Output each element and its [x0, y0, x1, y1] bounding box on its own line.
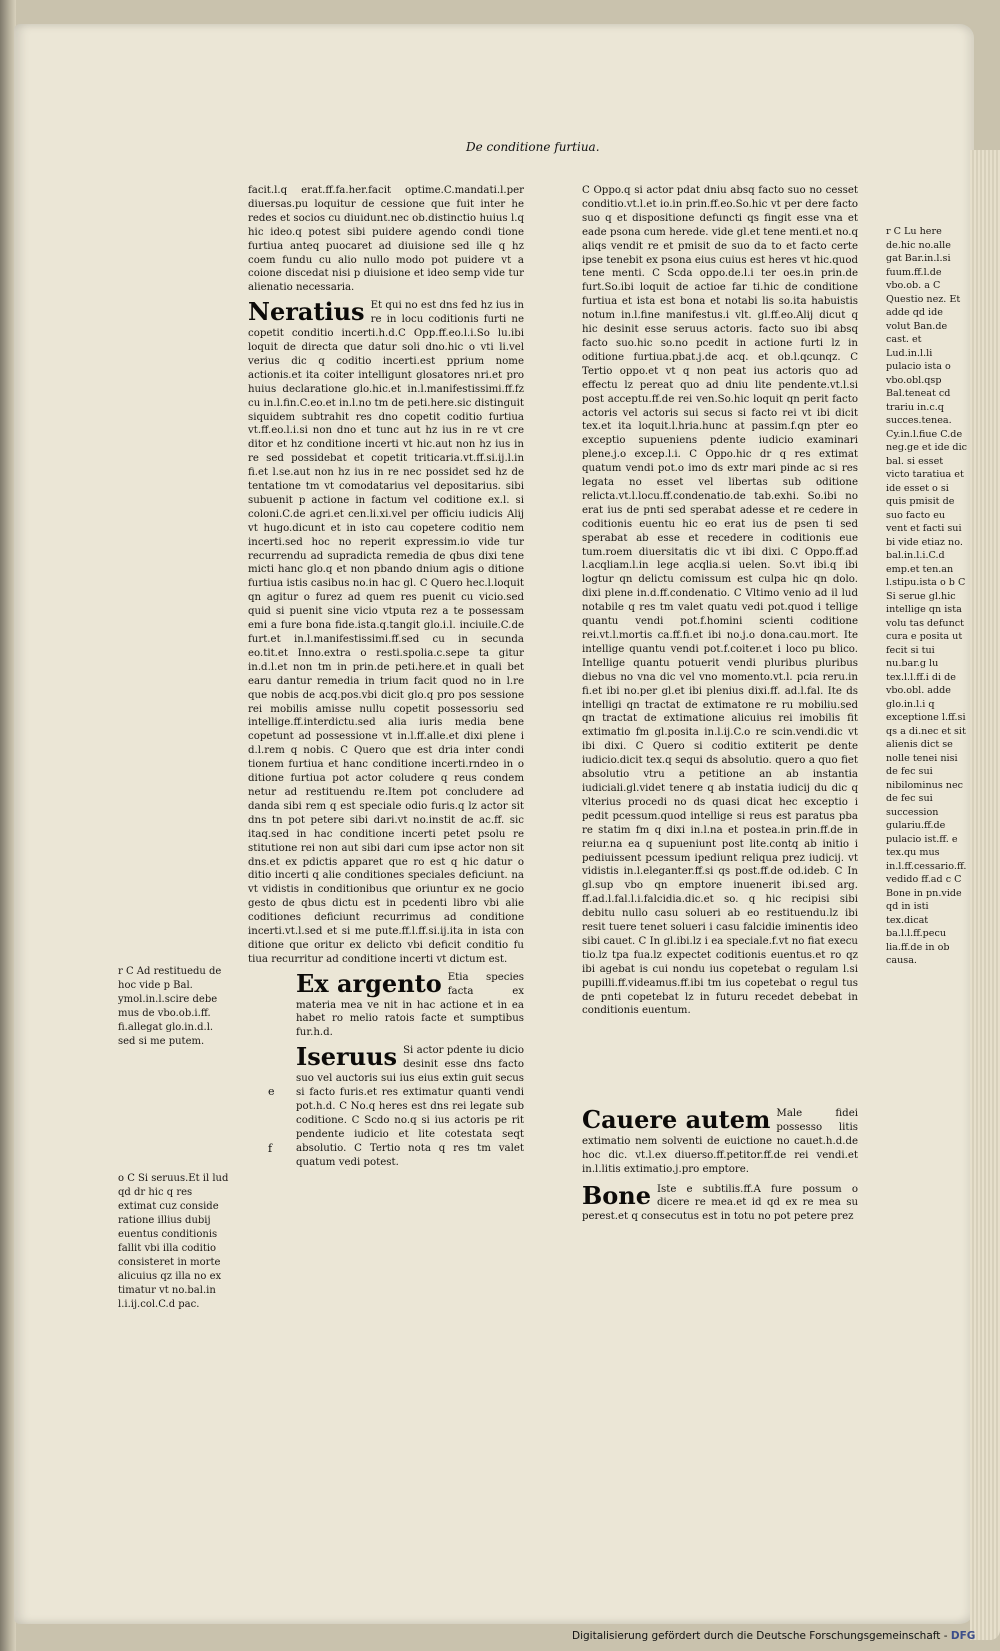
cauere-section — [582, 1107, 858, 1177]
neratius-text: Et qui no est dns fed hz ius in re in locu coditionis furti ne copetit conditio incerti.h.d.C Opp.ff.eo.l.i.So lu.ibi loquit de directa que datur soli dno.hic o vti li.vel verius dic q coditio incerti.est pprium nome actionis.et ita coiter intelligunt glosatores nri.et pro huius declaratione glo.hic.et in.l.manifestissimi.ff.fz cu in.l.fin.C.eo.et in.l.no tm de peti.here.sic distinguit siquidem subtrahit res dno copetit coditio furtiua vt.ff.eo.l.i.si non dno et tunc aut hz ius in re vt cre ditor et hz conditione incerti vt hic.aut non hz ius in re sed possidebat et copetit triticaria.vt.ff.si.ij.l.in fi.et l.se.aut non hz ius in re nec possidet sed hz de tentatione tm vt comodatarius vel depositarius. sibi subuenit p actione in factum vel coditione ex.l. si coloni.C.de agri.et cen.li.xi.vel per officiu iudicis Alij vt hugo.dicunt et in isto cau copetere coditio nem incerti.sed hoc no reperit expressim.io vide tur recurrendu ad supradicta remedia de qbus dixi tene micti hanc glo.q et non pbando dnium agis o ditione furtiua istis casibus no.in hac gl. C Quero hec.l.loquit qn agitur o furez ad quem res puenit cu vicio.sed quid si puenit sine vicio vtputa rez a te possessam emi a fure bona fide.ista.q.tangit glo.i.l. inciuile.C.de furt.et in.l.manifestissimi.ff.sed cu in secunda eo.tit.et Inno.extra o resti.spolia.c.sepe ta gitur in.d.l.et non tm in prin.de peti.here.et in quali bet earu dantur remedia in trium facit quod no in l.re que nobis de acq.pos.vbi dicit glo.q pro pos sessione rei mobilis amisse nullu copetit possessoriu sed intellige.ff.interdictu.sed alia iuris media bene copetunt ad possessione vt in.l.ff.alle.et dixi plene i d.l.rem q nobis. C Quero que est dria inter condi tionem furtiua et hanc conditione incerti.rndeo in o ditione furtiua pot actor coludere q reus condem netur ad restituendu re.Item pot concludere ad danda sibi rem q est speciale odio furis.q lz actor sit dns tn pot petere sibi dari.vt no.instit de ac.ff. sic itaq.sed in hac conditione incerti petet psolu re stitutione rei non aut sibi dari cum ipse actor non sit dns.et ex pdictis apparet que ro est q hic datur o ditio incerti q alie conditiones speciales deficiunt. na vt vidistis in conditionibus que oriuntur ex ne gocio gesto de qbus dictu est in pcedenti libro vbi alie coditiones deficiunt recurrimus ad conditione incerti.vt.l.sed et si me pute.ff.l.ff.si.ij.ita in ista con ditione que oritur ex delicto vbi deficit conditio fu tiua recurritur ad conditione incerti vt dictum est. — [248, 300, 524, 965]
lemma-seruus: Iseruus — [296, 1042, 398, 1072]
page-stack-edge — [970, 150, 1000, 1640]
margin-gloss-restituendu: r C Ad restituedu de hoc vide p Bal. ymol.in.l.scire debe mus de vbo.ob.i.ff. fi.allegat glo.in.d.l. sed si me putem. — [118, 966, 222, 1047]
right-margin-gloss: r C Lu here de.hic no.alle gat Bar.in.l.si fuum.ff.l.de vbo.ob. a C Questio nez. Et adde qd ide volut Ban.de cast. et Lud.in.l.li pulacio ista o vbo.obl.qsp Bal.teneat cd trariu in.c.q succes.tenea. Cy.in.l.fiue C.de neg.ge et ide dic bal. si esset victo taratiua et ide esset o si quis pmisit de suo facto eu vent et facti sui bi vide etiaz no. bal.in.l.i.C.d emp.et ten.an l.stipu.ista o b C Si serue gl.hic intellige qn ista volu tas defunct cura e posita ut fecit si tui nu.bar.g lu tex.l.l.ff.i di de vbo.obl. adde glo.in.l.i q exceptione l.ff.si qs a di.nec et sit alienis dict se nolle tenei nisi de fec sui nibilominus nec de fec sui succession gulariu.ff.de pulacio ist.ff. e tex.qu mus in.l.ff.cessario.ff. vedido ff.ad c C Bone in pn.vide qd in isti tex.dicat ba.l.l.ff.pecu lia.ff.de in ob causa. — [886, 226, 968, 966]
right-main-paragraph: C Oppo.q si actor pdat dniu absq facto suo no cesset conditio.vt.l.et io.in prin.ff.eo.So.hic vt per dere facto suo q et dispositione defuncti qs fingit esse vna et eade psona cum herede. vide gl.et tene menti.et no.q aliqs vendit re et pmisit de suo da to et facto certe ipse tenebit ex psona eius cuius est heres vt hic.quod tene menti. C Scda oppo.de.l.i ter oes.in prin.de furt.So.ibi loquit de actioe far ti.hic de conditione furtiua et ista est bona et notabi lis so.ita habuistis notum in.l.fine manifestus.i vlt. gl.ff.eo.Alij dicut q hic desinit esse seruus actoris. facto suo ibi absq facto suo.hic so.no pcedit in actione furti lz in oditione furtiua.pbat.j.de acq. et ob.l.qcunqz. C Tertio oppo.et vt q non peat ius actoris quo ad effectu lz pereat quo ad dniu lite pendente.vt.l.si post acceptu.ff.de rei ven.So.hic loquit qn perit facto actoris vel actoris sui secus si facto rei vt ibi dicit tex.et ita loquit.l.hria.hunc at passim.f.qn pter eo exceptio supueniens pdente iudicio examinari plene.j.o excep.l.i. C Oppo.hic dr q res extimat quatum vendi pot.o imo ds extr mari pinde ac si res legata no esset vel libertas sub oditione relicta.vt.l.locu.ff.condenatio.de tab.exhi. So.ibi no erat ius de pnti sed sperabat adesse et re cedere in coditionis euentu hic eo erat ius de psen ti sed sperabat ab esse et recedere in coditionis eue tum.roem diuersitatis dic vt ibi dixi. C Oppo.ff.ad l.acqliam.l.in lege acqlia.si uelen. So.vt ibi.q ibi logtur qn delictu comissum est culpa hic qn dolo. dixi plene in.d.ff.condenatio. C Vltimo venio ad il lud notabile q res tm valet quatu vedi pot.quod i tellige quantu vendi pot.f.homini scienti coditione rei.vt.l.mortis ca.ff.fi.et ibi no.j.o dona.cau.mort. Ite intellige quantu vendi pot.f.coiter.et i loco pu blico. Intellige quantu potuerit vendi pluribus pluribus diebus no vna dic vel vno momento.vt.l. pcia reru.in fi.et ibi no.per gl.et ibi plenius dixi.ff. ad.l.fal. Ite ds intelligi qn tractat de extimatone re ru mobiliu.sed qn tractat de extimatione alicuius rei imobilis fit extimatio fm gl.posita in.l.ij.C.o re scin.vendi.dic vt ibi dixi. C Quero si coditio extiterit pe dente iudicio.dicit tex.q sequi ds absolutio. quero a quo fiet absolutio vtru a petitione an ab instantia iudiciali.gl.videt tenere q ab instatia iudicij du dic q vlterius procedi no ds quasi dicat hec exceptio i pedit pcessum.quod intellige si reus est paratus pba re statim fm q dixi in.l.na et postea.in prin.ff.de in reiur.na ea q supueniunt post lite.contq ab initio i pediuissent pcessum ipediunt reliqua prez iudicij. vt vidistis in.l.eleganter.ff.si qs post.ff.de od.ideb. C In gl.sup vbo qn emptore inuenerit ibi.sed arg. ff.ad.l.fal.l.i.falcidia.dic.et so. q hic recipisi sibi debitu nullo casu solueri ab eo restituendu.lz ibi resit tuere tenet solueri i casu falcidie iminentis ideo sibi cauet. C In gl.ibi.lz i ea speciale.f.vt no fiat execu tio.lz tpa fua.lz expectet coditionis euentus.et ro qz ibi agebat is cui nondu ius copetebat o regulam l.si pupilli.ff.videamus.ff.ibi tm ius copetebat o regul tus de pnti copetebat lz in futuru recedet debebat in conditionis euentum. — [582, 185, 858, 1017]
ex-argento-text: Etia species facta ex materia mea ve nit in hac actione et in ea habet ro melio ratois facte et sumptibus fur.h.d. — [296, 971, 524, 1039]
right-text-column — [582, 184, 858, 1084]
bone-section — [582, 1180, 858, 1225]
footer-text: Digitalisierung gefördert durch die Deutsche Forschungsgemeinschaft - — [572, 1630, 948, 1642]
lemma-bone: Bone — [582, 1180, 652, 1210]
margin-gloss-si-seruus: o C Si seruus.Et il lud qd dr hic q res extimat cuz conside ratione illius dubij euentus conditionis fallit vbi illa coditio consisteret in morte alicuius qz illa no ex timatur vt no.bal.in l.i.ij.col.C.d pac. — [118, 1173, 229, 1310]
running-head: De conditione furtiua. — [466, 140, 600, 154]
lemma-ex-argento: Ex argento — [296, 968, 442, 998]
lemma-neratius: Neratius — [248, 297, 365, 327]
margin-marker-e: e — [268, 1085, 275, 1098]
cauere-text: Male fidei possesso litis extimatio nem solventi de euictione no cauet.h.d.de hoc dic. vt.l.ex diuerso.ff.petitor.ff.de rei vendi.et in.l.litis extimatio.j.pro emptore. — [582, 1108, 858, 1175]
right-lower-text — [582, 1107, 858, 1367]
left-text-column — [248, 184, 524, 1168]
neratius-section — [248, 299, 524, 967]
lemma-cauere-autem: Cauere autem — [582, 1105, 771, 1134]
bone-text: Iste e subtilis.ff.A fure possum o dicere re mea.et id qd ex re mea su perest.et q consecutus est in totu no pot petere prez — [582, 1183, 858, 1223]
dfg-badge: DFG — [950, 1630, 976, 1642]
left-intro-paragraph: facit.l.q erat.ff.fa.her.facit optime.C.mandati.l.per diuersas.pu loquitur de cessione que fuit inter he redes et socios cu diuidunt.nec ob.distinctio huius l.q hic ideo.q potest sibi puidere agendo condi tione furtiua anteq puocaret ad diuisione sed ille q hz coem fundu cu alio nullo modo pot puidere vt a coione discedat nisi p diuisione et ideo semp vide tur alienatio necessaria. — [248, 185, 524, 294]
seruus-section — [248, 1044, 524, 1169]
ex-argento-section — [248, 968, 524, 1041]
seruus-text: Si actor pdente iu dicio desinit esse dns facto suo vel auctoris sui ius eius extin guit secus si facto furis.et res extimatur quanti vendi pot.h.d. C No.q heres est dns rei legate sub coditione. C Scdo no.q si ius actoris pe rit pendente iudicio et lite cotestata seqt absolutio. C Tertio nota q res tm valet quatum vedi potest. — [296, 1045, 524, 1168]
margin-marker-f: f — [268, 1142, 273, 1155]
digitization-footer — [572, 1630, 996, 1642]
